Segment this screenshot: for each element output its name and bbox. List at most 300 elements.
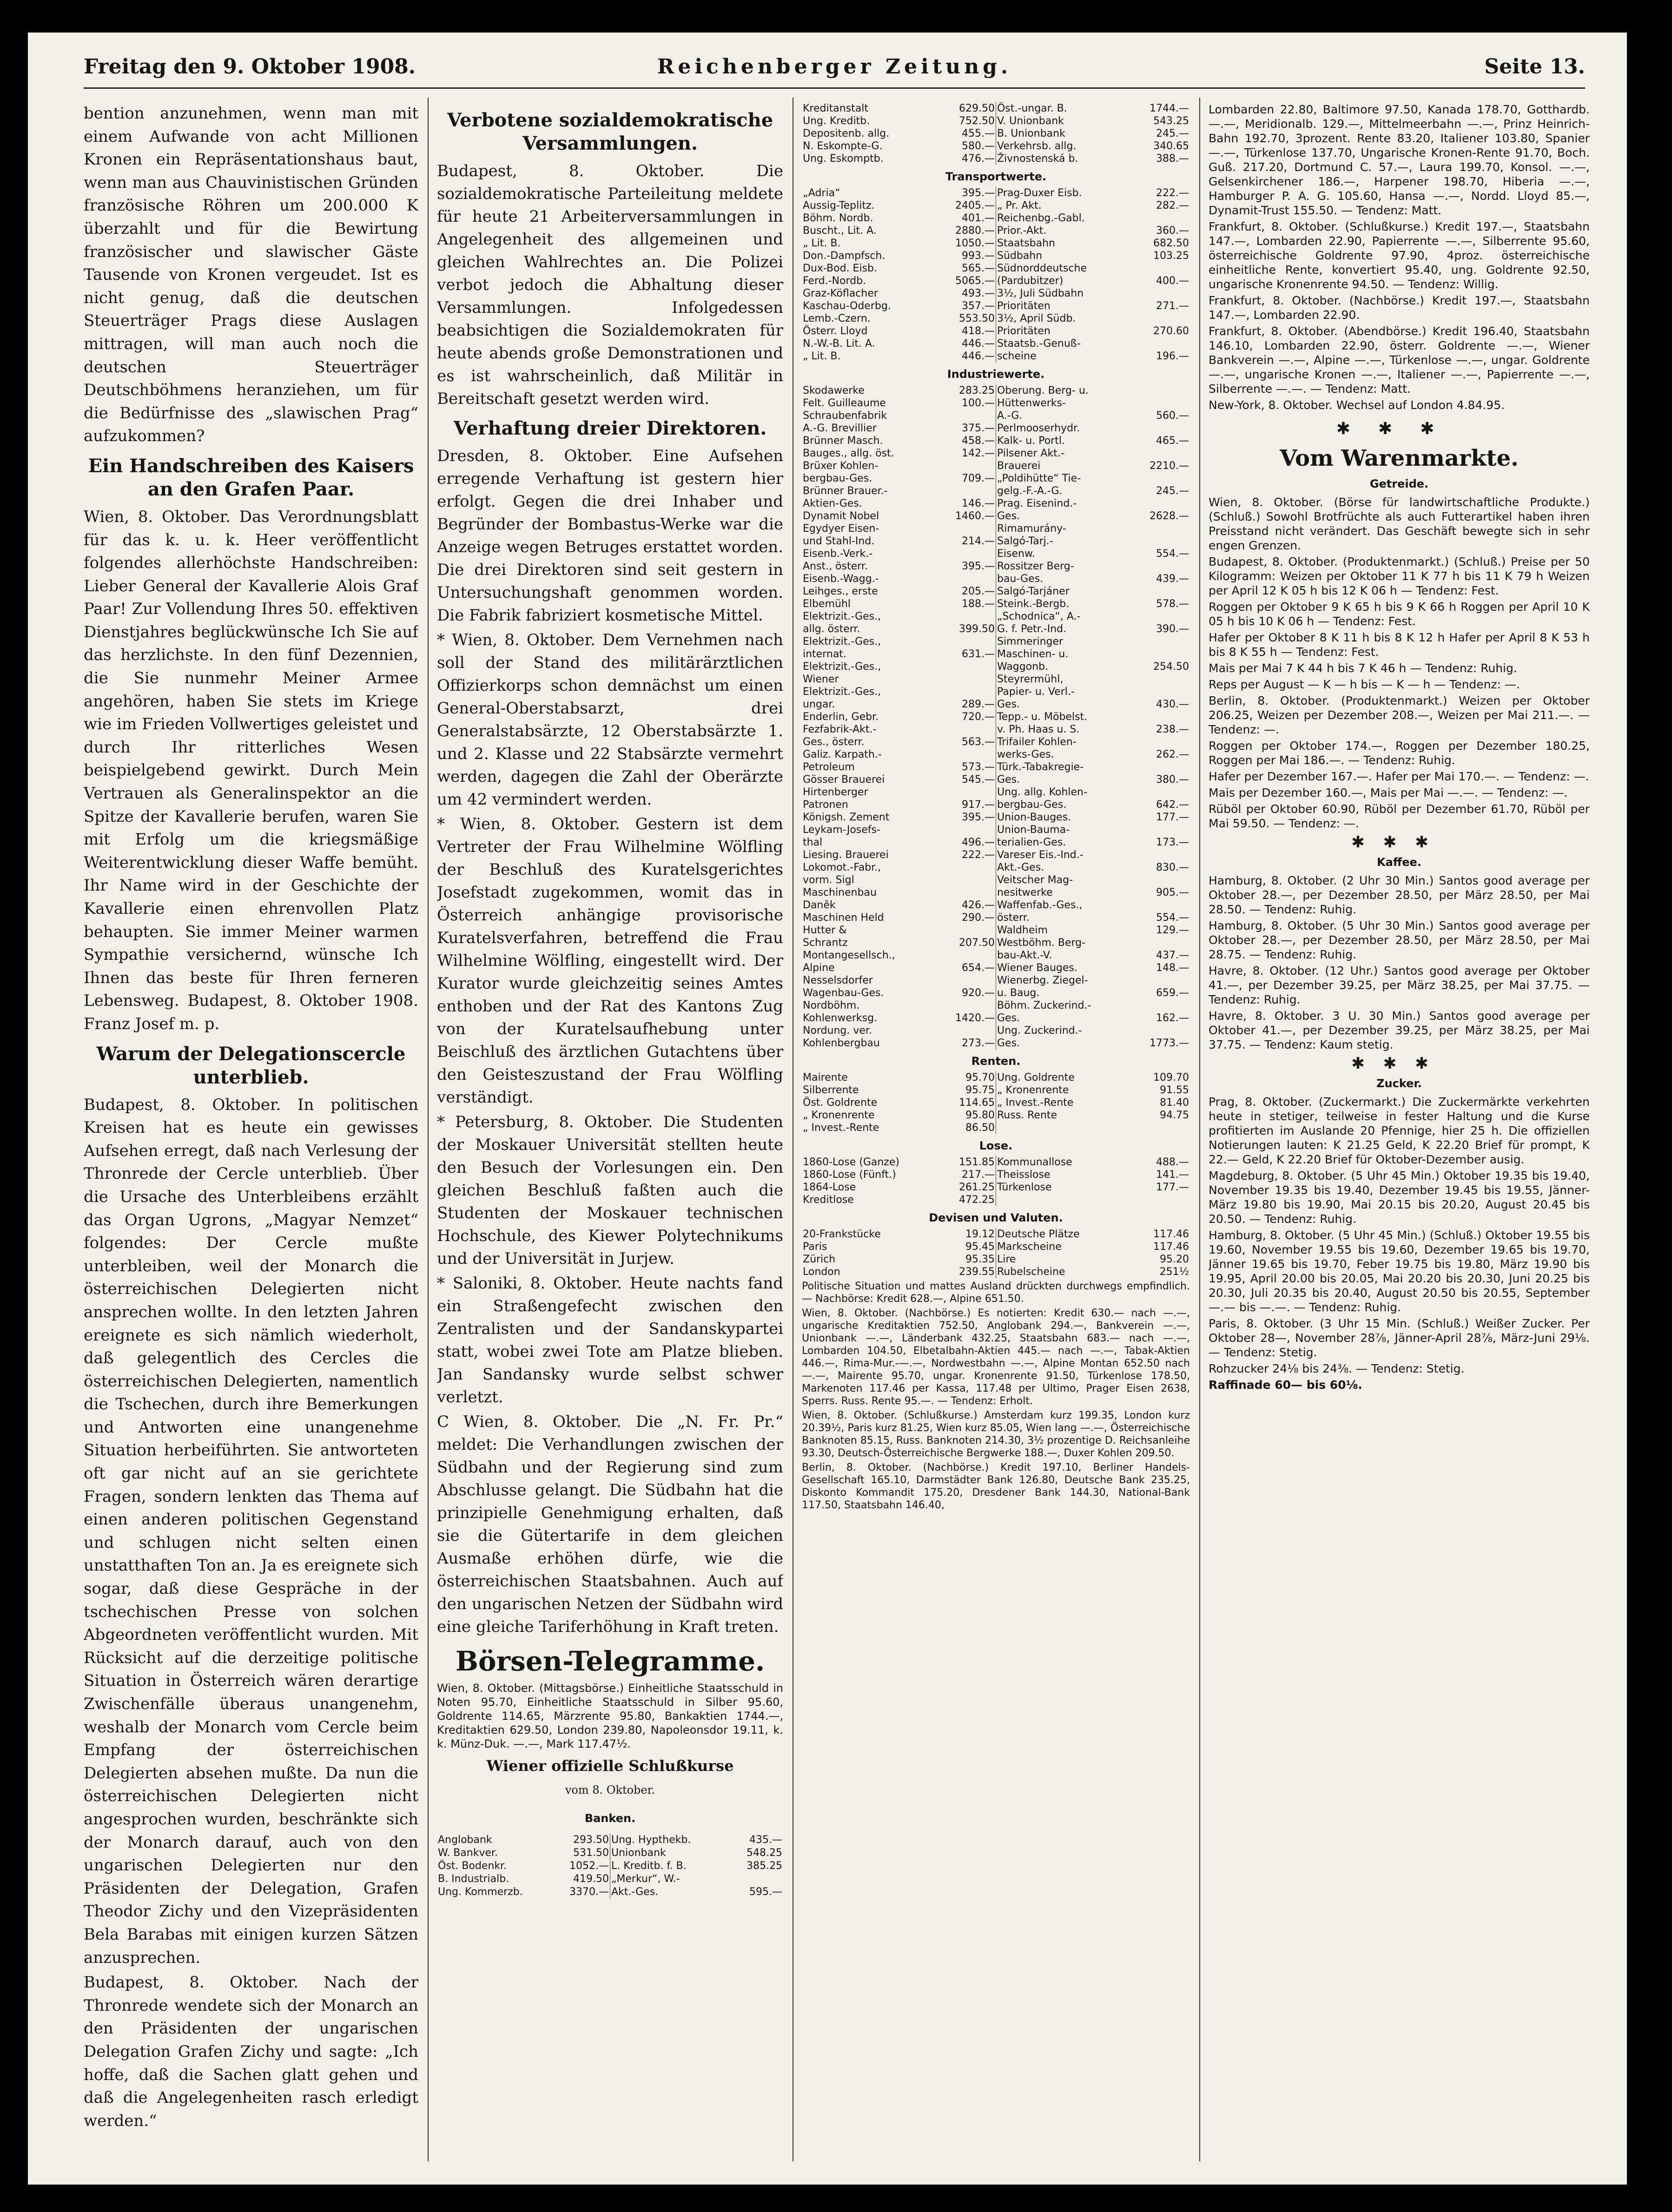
quote-row (802, 1024, 1190, 1037)
quote-name: „ Invest.-Rente (996, 1096, 1113, 1109)
quote-row (437, 1847, 783, 1860)
quote-value (1113, 635, 1190, 648)
quote-row (802, 560, 1190, 573)
quote-row (802, 409, 1190, 422)
quote-value: 2880.— (955, 225, 995, 237)
article-text: Magdeburg, 8. Oktober. (5 Uhr 45 Min.) Oktober 19.35 bis 19.40, November 19.35 bis 19.40, Dezember 19.45 bis 19.55, Jänner-März 19.80 bis 19.90, Mai 20.15 bis 20.20, August 20.45 bis 20.50. — Tendenz: Ruhig. (1209, 1169, 1590, 1226)
quote-name: Kohlenbergbau (803, 1037, 880, 1049)
article-text: Roggen per Oktober 9 K 65 h bis 9 K 66 h Roggen per April 10 K 05 h bis 10 K 06 h — Tendenz: Fest. (1209, 600, 1590, 628)
quote-value: 357.— (962, 300, 995, 312)
quote-name: Ferd.-Nordb. (803, 275, 866, 287)
quote-value (919, 610, 996, 623)
quote-name: Mairente (803, 1072, 848, 1083)
article-text: Frankfurt, 8. Oktober. (Nachbörse.) Kredit 197.—, Staatsbahn 147.—, Lombarden 22.90. (1209, 294, 1590, 322)
quote-name: „Adria“ (803, 187, 840, 199)
quote-row (802, 1122, 1190, 1134)
section-subheading: Devisen und Valuten. (929, 1211, 1063, 1224)
quote-value (919, 949, 996, 962)
quote-value: 1773.— (1150, 1037, 1189, 1049)
section-heading: Vom Warenmarkte. (1280, 445, 1519, 471)
quote-name: Bauges., allg. öst. (803, 448, 894, 459)
quote-value: 95.80 (965, 1109, 995, 1121)
quote-name: Staatsb.-Genuß- (996, 337, 1113, 350)
quote-value: 254.50 (1153, 661, 1189, 673)
quote-name: Königsh. Zement (803, 812, 890, 823)
quote-value: 109.70 (1153, 1072, 1189, 1083)
article-text: Wien, 8. Oktober. (Schlußkurse.) Amsterdam kurz 199.35, London kurz 20.39½, Paris kurz 81.25, Wien kurz 85.05, Wien lang —.—, Österreichische Banknoten 85.15, Russ. Banknoten 214.30, 3½ prozentige D. Reichsanleihe 93.30, Deutsch-Österreichische Bergwerke 188.—, Duxer Kohlen 209.50. (802, 1410, 1190, 1459)
quote-value: 554.— (1156, 548, 1189, 560)
quote-row (802, 736, 1190, 748)
quote-name: Eisenb.-Wagg.- (803, 573, 879, 585)
quote-row (802, 1253, 1190, 1266)
section-heading: Wiener offizielle Schlußkurse (486, 1757, 734, 1775)
quote-name: Elektrizit.-Ges., (803, 661, 881, 673)
quote-row (802, 937, 1190, 949)
quote-row (802, 485, 1190, 497)
quote-row (437, 1860, 783, 1873)
quote-value: 560.— (1156, 410, 1189, 422)
quote-row (802, 312, 1190, 325)
quote-value: 207.50 (959, 937, 995, 949)
quote-row (802, 1169, 1190, 1181)
quote-value (919, 999, 996, 1012)
section-subheading: Lose. (979, 1139, 1013, 1152)
quote-name: Don.-Dampfsch. (803, 250, 886, 262)
quote-value: 905.— (1156, 887, 1189, 898)
quote-value: 380.— (1156, 774, 1189, 786)
quote-value (1113, 610, 1190, 623)
quote-name: Prioritäten (996, 325, 1113, 337)
quote-value: 419.50 (573, 1873, 609, 1885)
quote-name: gelg.-F.-A.-G. (996, 485, 1113, 497)
quote-value (919, 886, 996, 899)
quote-name: u. Baug. (996, 987, 1113, 999)
quote-table (802, 384, 1190, 1050)
quote-value: 205.— (962, 586, 995, 597)
quote-name: „ Kronenrente (996, 1084, 1113, 1096)
boersen-heading: Börsen-Telegramme. (455, 1645, 765, 1677)
quote-value (1113, 312, 1190, 325)
quote-value (919, 974, 996, 987)
quote-name: Deutsche Plätze (996, 1228, 1113, 1241)
quote-value: 418.— (962, 325, 995, 337)
quote-name: Montangesellsch., (803, 950, 895, 961)
quote-row (802, 350, 1190, 363)
quote-name: Hutter & (803, 924, 847, 936)
column-1 (84, 102, 418, 2157)
quote-value (919, 924, 996, 937)
quote-table (802, 1156, 1190, 1206)
quote-value (1113, 874, 1190, 886)
quote-name: allg. österr. (803, 623, 860, 635)
quote-row (802, 337, 1190, 350)
quote-value: 375.— (962, 423, 995, 434)
section-subheading: Banken. (584, 1812, 636, 1825)
quote-name: 20-Frankstücke (803, 1228, 881, 1240)
quote-value: 472.25 (959, 1194, 995, 1206)
quote-value: 2628.— (1150, 510, 1189, 522)
quote-name: Nordung. ver. (803, 1025, 872, 1037)
article-text: Roggen per Oktober 174.—, Roggen per Dezember 180.25, Roggen per Mai 186.—. — Tendenz: Ruhig. (1209, 739, 1590, 767)
quote-name: A.-G. (996, 409, 1113, 422)
quote-name: Ung. Goldrente (996, 1071, 1113, 1084)
quote-row (802, 598, 1190, 610)
quote-value: 2405.— (955, 200, 995, 211)
quote-value: 543.25 (1153, 115, 1189, 127)
quote-row (802, 949, 1190, 962)
quote-row (802, 773, 1190, 786)
quote-value (919, 548, 996, 560)
quote-row (802, 300, 1190, 312)
quote-name: Galiz. Karpath.- (803, 749, 882, 760)
quote-value: 283.25 (959, 385, 995, 396)
quote-value: 19.12 (965, 1228, 995, 1240)
quote-value (919, 861, 996, 874)
quote-name: bergbau-Ges. (996, 799, 1113, 811)
quote-value (1113, 522, 1190, 535)
quote-value (919, 635, 996, 648)
quote-name: „ Lit. B. (803, 350, 841, 362)
quote-value (1113, 999, 1190, 1012)
quote-name: Simmeringer (996, 635, 1113, 648)
quote-value: 217.— (962, 1169, 995, 1181)
quote-value: 251½ (1159, 1266, 1189, 1278)
quote-name: Ung. Kreditb. (803, 115, 870, 127)
quote-row (802, 799, 1190, 811)
quote-row (802, 962, 1190, 974)
quote-name: Westböhm. Berg- (996, 937, 1113, 949)
quote-row (802, 1037, 1190, 1050)
quote-name: Egydyer Eisen- (803, 523, 879, 535)
quote-value: 148.— (1156, 962, 1189, 974)
quote-name: „Poldihütte“ Tie- (996, 472, 1113, 485)
quote-name (996, 1122, 1113, 1134)
article-text: Frankfurt, 8. Oktober. (Abendbörse.) Kredit 196.40, Staatsbahn 146.10, Lombarden 22.90, österr. Goldrente —.—, Wiener Bankverein —.—, Alpine —.—, Türkenlose —.—, ungar. Goldrente —.—, ungarische Kronen —.—, Italiener —.—, Papierrente —.—, Silberrente —.—. — Tendenz: Matt. (1209, 324, 1590, 396)
quote-name: Skodawerke (803, 385, 865, 396)
quote-row (802, 811, 1190, 824)
quote-name: Vareser Eis.-Ind.- (996, 849, 1113, 861)
quote-value: 752.50 (959, 115, 995, 127)
quote-value: 496.— (962, 837, 995, 848)
quote-table (802, 187, 1190, 363)
quote-row (802, 660, 1190, 673)
quote-value (919, 686, 996, 698)
quote-name: 3½, April Südb. (996, 312, 1113, 325)
quote-name: und Stahl-Ind. (803, 535, 875, 547)
quote-value (1113, 686, 1190, 698)
quote-value (919, 660, 996, 673)
header-title: Reichenberger Zeitung. (657, 55, 1012, 79)
quote-name: Živnostenská b. (996, 152, 1113, 165)
quote-name: Türk.-Tabakregie- (996, 761, 1113, 773)
quote-row (437, 1834, 783, 1847)
quote-row (802, 1071, 1190, 1084)
quote-name: scheine (996, 350, 1113, 363)
quote-value (919, 522, 996, 535)
quote-name: Ung. allg. Kohlen- (996, 786, 1113, 799)
quote-value (714, 1873, 783, 1886)
article-text: * Wien, 8. Oktober. Gestern ist dem Vertreter der Frau Wilhelmine Wölfling der Beschluß des Kuratelsgerichtes Josefstadt zugekommen, womit das in Österreich anhängige provisorische Kuratelsverfahren, betreffend die Frau Wilhelmine Wölfling, eingestellt wird. Der Kurator wurde gleichzeitig seines Amtes enthoben und der Rat des Kantons Zug von der Kuratelsaufhebung unter Beischluß des ärztlichen Gutachtens über den Geisteszustand der Frau Wölfling verständigt. (437, 815, 783, 1107)
quote-value: 94.75 (1160, 1109, 1189, 1121)
article-text: Budapest, 8. Oktober. (Produktenmarkt.) (Schluß.) Preise per 50 Kilogramm: Weizen per Oktober 11 K 77 h bis 11 K 79 h Weizen per April 12 K 05 h bis 12 K 06 h — Tendenz: Fest. (1209, 555, 1590, 597)
quote-value: 920.— (962, 987, 995, 999)
quote-row (802, 999, 1190, 1012)
quote-value: 95.35 (965, 1254, 995, 1265)
quote-value: 271.— (1156, 300, 1189, 312)
quote-row (802, 924, 1190, 937)
quote-value: 388.— (1156, 153, 1189, 165)
quote-name: B. Industrialb. (438, 1873, 509, 1885)
quote-name: Brauerei (996, 460, 1113, 472)
quote-name: Tepp.- u. Möbelst. (996, 711, 1113, 723)
quote-name: Schrantz (803, 937, 848, 949)
quote-name: Ges. (996, 1012, 1113, 1024)
quote-table (802, 102, 1190, 165)
article-text: Wien, 8. Oktober. (Börse für landwirtschaftliche Produkte.) (Schluß.) Sowohl Brotfrüchte als auch Futterartikel haben ihren Preisstand nicht verändert. Das Geschäft bewegte sich in sehr engen Grenzen. (1209, 495, 1590, 552)
quote-name: Maschinen- u. (996, 648, 1113, 660)
quote-row (802, 262, 1190, 275)
quote-name: Leykam-Josefs- (803, 824, 880, 836)
article-text: * Saloniki, 8. Oktober. Heute nachts fand ein Straßengefecht zwischen den Zentralisten und der Sandanskypartei statt, wobei zwei Tote am Platze blieben. Jan Sandansky wurde selbst schwer verletzt. (437, 1274, 783, 1406)
article-heading: Ein Handschreiben des Kaisers an den Grafen Paar. (88, 455, 414, 500)
quote-name: Ung. Zuckerind.- (996, 1024, 1113, 1037)
quote-value: 488.— (1156, 1156, 1189, 1168)
quote-name: Akt.-Ges. (610, 1886, 714, 1899)
quote-value (919, 460, 996, 472)
quote-name: Maschinenbau (803, 887, 877, 898)
section-subheading: Getreide. (1369, 477, 1429, 490)
quote-row (802, 447, 1190, 460)
quote-name: Patronen (803, 799, 848, 811)
quote-row (802, 1096, 1190, 1109)
quote-name: Anst., österr. (803, 561, 868, 572)
quote-name: Ges. (996, 698, 1113, 711)
quote-name: Brünner Masch. (803, 435, 883, 447)
quote-value: 629.50 (959, 103, 995, 114)
quote-row (802, 1012, 1190, 1024)
article-text: Paris, 8. Oktober. (3 Uhr 15 Min. (Schluß.) Weißer Zucker. Per Oktober 28—, November 28⅞, Jänner-April 28⅞, März-Juni 29⅛. — Tendenz: Stetig. (1209, 1317, 1590, 1359)
quote-value: 238.— (1156, 724, 1189, 735)
quote-name: Union-Bauma- (996, 824, 1113, 836)
quote-name: London (803, 1266, 840, 1278)
quote-name: Öst. Goldrente (803, 1097, 878, 1109)
article-heading: Warum der Delegationscercle unterblieb. (96, 1043, 406, 1088)
article-text: New-York, 8. Oktober. Wechsel auf London 4.84.95. (1209, 398, 1505, 412)
quote-value: 273.— (962, 1037, 995, 1049)
quote-name: bau-Akt.-V. (996, 949, 1113, 962)
section-subheading: Industriewerte. (947, 368, 1045, 381)
quote-value (1113, 447, 1190, 460)
quote-name: „ Lit. B. (803, 238, 841, 249)
quote-row (802, 573, 1190, 585)
quote-name: „ Kronenrente (803, 1109, 875, 1121)
quote-value (1113, 560, 1190, 573)
quote-name: Graz-Köflacher (803, 288, 878, 299)
quote-row (802, 187, 1190, 199)
quote-name: Aktien-Ges. (803, 498, 862, 509)
quote-name: Depositenb. allg. (803, 128, 890, 139)
article-text: Wien, 8. Oktober. (Mittagsbörse.) Einheitliche Staatsschuld in Noten 95.70, Einheitliche Staatsschuld in Silber 95.60, Goldrente 114.65, Märzrente 95.80, Bankaktien 1744.—, Kreditaktien 629.50, London 239.80, Napoleonsdor 19.11, k. k. Münz-Duk. —.—, Mark 117.47½. (437, 1682, 783, 1750)
quote-value (1113, 974, 1190, 987)
quote-name: Brünner Brauer.- (803, 485, 888, 497)
column-4 (1209, 102, 1590, 2157)
quote-value: 114.65 (959, 1097, 995, 1109)
quote-name: V. Unionbank (996, 115, 1113, 127)
quote-value: 95.20 (1160, 1254, 1189, 1265)
quote-row (437, 1886, 783, 1899)
quote-value: 682.50 (1153, 238, 1189, 249)
quote-value: 465.— (1156, 435, 1189, 447)
quote-row (802, 786, 1190, 799)
quote-value (919, 1024, 996, 1037)
quote-name: Steyrermühl, (996, 673, 1113, 686)
quote-value: 5065.— (955, 275, 995, 287)
quote-value: 173.— (1156, 837, 1189, 848)
quote-row (802, 1109, 1190, 1122)
quote-name: Prag-Duxer Eisb. (996, 187, 1113, 199)
quote-name: Kohlenwerksg. (803, 1012, 878, 1024)
quote-row (802, 824, 1190, 836)
quote-name: „Schodnica“, A.- (996, 610, 1113, 623)
quote-name: Zürich (803, 1254, 836, 1265)
quote-row (802, 115, 1190, 127)
quote-name: Österr. Lloyd (803, 325, 868, 337)
quote-value: 565.— (962, 263, 995, 274)
quote-name: „ Pr. Akt. (996, 199, 1113, 212)
quote-name: vorm. Sigl (803, 874, 854, 886)
quote-name: N. Eskompte-G. (803, 140, 883, 152)
quote-value (1113, 761, 1190, 773)
quote-row (802, 237, 1190, 250)
quote-name: Salgó-Tarjáner (996, 585, 1113, 598)
article-text: Berlin, 8. Oktober. (Produktenmarkt.) Weizen per Oktober 206.25, Weizen per Dezember 208.—, Weizen per Mai 211.—. — Tendenz: —. (1209, 694, 1590, 736)
quote-name: Reichenbg.-Gabl. (996, 212, 1113, 225)
section-subheading: Transportwerte. (945, 170, 1047, 183)
quote-value: 142.— (962, 448, 995, 459)
quote-name: Hirtenberger (803, 786, 868, 798)
quote-table (802, 1071, 1190, 1134)
quote-name: Türkenlose (996, 1181, 1113, 1194)
quote-value (1113, 786, 1190, 799)
quote-value: 642.— (1156, 799, 1189, 811)
quote-value: 177.— (1156, 812, 1189, 823)
article-text: Budapest, 8. Oktober. In politischen Kreisen hat es heute ein gewisses Aufsehen erregt, daß nach Verlesung der Thronrede der Cercle unterblieb. Über die Ursache des Unterbleibens erzählt das Organ Ugrons, „Magyar Nemzet“ folgendes: Der Cercle mußte unterbleiben, weil der Monarch die österreichischen Delegierten nicht ansprechen wollte. In den letzten Jahren ereignete es sich nämlich wiederholt, daß gelegentlich des Cercles die österreichischen Delegierten, namentlich die Tschechen, durch ihre Bemerkungen und Antworten eine unangenehme Situation herbeiführten. Sie antworteten oft gar nicht auf an sie gerichtete Fragen, sondern lenkten das Thema auf einen anderen politischen Gegenstand und schlugen nicht selten einen unstatthaften Ton an. Ja es ereignete sich sogar, daß diese Gespräche in der tschechischen Presse von solchen Abgeordneten veröffentlicht wurden. Mit Rücksicht auf die derzeitige politische Situation in Österreich wären derartige Zwischenfälle überaus unangenehm, weshalb der Monarch vom Cercle beim Empfang der österreichischen Delegierten absehen mußte. Da nun die österreichischen Delegierten nicht angesprochen wurden, beschränkte sich der Monarch darauf, auch von den ungarischen Delegierten nur den Präsidenten der Delegation, Grafen Theodor Zichy und den Vizepräsidenten Bela Barabas mit einigen kurzen Sätzen anzusprechen. (84, 1095, 418, 1967)
quote-value (1113, 384, 1190, 397)
quote-value: 390.— (1156, 623, 1189, 635)
quote-value: 129.— (1156, 924, 1189, 936)
quote-name: bergbau-Ges. (803, 473, 872, 484)
quote-name: Elektrizit.-Ges., (803, 611, 881, 622)
quote-name: Öst.-ungar. B. (996, 102, 1113, 115)
quote-value: 709.— (962, 473, 995, 484)
header-rule (84, 87, 1585, 89)
quote-name: Lire (996, 1253, 1113, 1266)
quote-value: 439.— (1156, 573, 1189, 585)
quote-name: Akt.-Ges. (996, 861, 1113, 874)
quote-name: Wienerbg. Ziegel- (996, 974, 1113, 987)
quote-value: 1460.— (955, 510, 995, 522)
quote-row (802, 899, 1190, 911)
quote-name: Kreditlose (803, 1194, 854, 1206)
quote-value (1113, 337, 1190, 350)
section-subheading: Kaffee. (1377, 856, 1421, 869)
quote-value: 573.— (962, 761, 995, 773)
quote-name: Kreditanstalt (803, 103, 868, 114)
quote-name: Russ. Rente (996, 1109, 1113, 1122)
quote-value: 222.— (962, 849, 995, 861)
quote-value: 270.60 (1153, 325, 1189, 337)
quote-value: 1744.— (1150, 103, 1189, 114)
quote-value: 245.— (1156, 128, 1189, 139)
quote-row (802, 548, 1190, 560)
quote-name: 1860-Lose (Fünft.) (803, 1169, 896, 1181)
quote-name: Enderlin, Gebr. (803, 711, 879, 723)
quote-row (802, 397, 1190, 409)
quote-row (802, 711, 1190, 723)
section-subheading: Zucker. (1376, 1077, 1422, 1090)
quote-name: Rubelscheine (996, 1266, 1113, 1278)
quote-value: 340.65 (1153, 140, 1189, 152)
article-text: Havre, 8. Oktober. 3 U. 30 Min.) Santos good average per Oktober 41.—, per Dezember 39.25, per März 38.25, per Mai 37.75. — Tendenz: Kaum stetig. (1209, 1009, 1590, 1051)
quote-table (437, 1834, 783, 1899)
article-text: Hamburg, 8. Oktober. (5 Uhr 30 Min.) Santos good average per Oktober 28.—, per Dezember 28.50, per März 28.50, per Mai 28.75. — Tendenz: Ruhig. (1209, 919, 1590, 961)
quote-name: Liesing. Brauerei (803, 849, 889, 861)
quote-row (802, 384, 1190, 397)
quote-row (802, 1194, 1190, 1206)
quote-name: v. Ph. Haas u. S. (996, 723, 1113, 736)
quote-name: Anglobank (438, 1834, 492, 1846)
quote-value: 993.— (962, 250, 995, 262)
separator-stars: ✱✱✱ (1336, 419, 1462, 438)
quote-name: Daněk (803, 899, 836, 911)
quote-row (802, 987, 1190, 999)
quote-name: Oberung. Berg- u. (996, 384, 1113, 397)
quote-name: Brüxer Kohlen- (803, 460, 879, 472)
quote-name: Öst. Bodenkr. (438, 1860, 507, 1872)
quote-row (437, 1873, 783, 1886)
quote-name: Aussig-Teplitz. (803, 200, 875, 211)
quote-name: Theisslose (996, 1169, 1113, 1181)
quote-name: Südnorddeutsche (996, 262, 1113, 275)
quote-row (802, 761, 1190, 773)
quote-value: 1420.— (955, 1012, 995, 1024)
quote-value (1113, 497, 1190, 510)
quote-row (802, 836, 1190, 849)
quote-name: Kalk- u. Portl. (996, 435, 1113, 447)
section-subheading: Renten. (971, 1055, 1021, 1068)
quote-row (802, 325, 1190, 337)
quote-row (802, 435, 1190, 447)
quote-value: 395.— (962, 812, 995, 823)
quote-row (802, 102, 1190, 115)
quote-name: Elektrizit.-Ges., (803, 686, 881, 698)
quote-name: Union-Bauges. (996, 811, 1113, 824)
quote-value (919, 824, 996, 836)
quote-row (802, 152, 1190, 165)
article-text: Mais per Dezember 160.—, Mais per Mai —.—. — Tendenz: —. (1209, 786, 1568, 799)
article-text: Politische Situation und mattes Ausland drückten durchwegs empfindlich. — Nachbörse: Kredit 628.—, Alpine 651.50. (802, 1281, 1190, 1305)
quote-value: 214.— (962, 535, 995, 547)
quote-table (802, 1228, 1190, 1278)
quote-name: Waldheim (996, 924, 1113, 937)
quote-name: Prioritäten (996, 300, 1113, 312)
quote-value: 3370.— (569, 1886, 609, 1898)
quote-row (802, 748, 1190, 761)
quote-row (802, 1181, 1190, 1194)
quote-name: 1860-Lose (Ganze) (803, 1156, 899, 1168)
quote-value: 580.— (962, 140, 995, 152)
quote-row (802, 472, 1190, 485)
